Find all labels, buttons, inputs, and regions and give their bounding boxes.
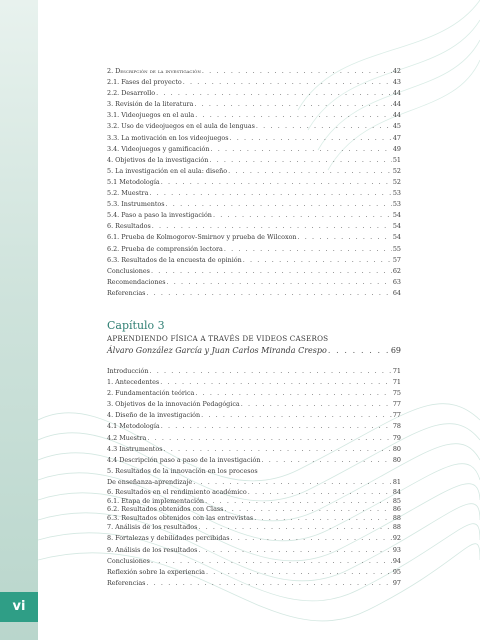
toc-entry[interactable] xyxy=(107,199,401,210)
sidebar-band xyxy=(0,0,38,640)
toc-entry-page: 92 xyxy=(392,534,401,543)
toc-entry-page: 42 xyxy=(392,67,401,75)
toc-entry[interactable] xyxy=(107,522,401,533)
toc-entry-title: 3.2. Uso de videojuegos en el aula de lenguas xyxy=(107,122,255,131)
toc-entry-page: 75 xyxy=(392,389,401,398)
toc-entry[interactable] xyxy=(107,177,401,188)
toc-entry[interactable] xyxy=(107,88,401,99)
toc-entry-title: 2. Fundamentación teórica xyxy=(107,389,195,398)
chapter-label[interactable]: Capítulo 3 xyxy=(107,318,165,332)
toc-entry-title: 4.3 Instrumentos xyxy=(107,444,163,453)
leader-dots xyxy=(151,556,392,567)
leader-dots xyxy=(211,144,392,155)
toc-entry-title: 6.2. Prueba de comprensión lectora xyxy=(107,244,223,253)
toc-entry-page: 77 xyxy=(392,400,401,409)
toc-entry-page: 88 xyxy=(392,523,401,532)
leader-dots xyxy=(194,99,392,110)
leader-dots xyxy=(213,210,392,221)
toc-entry-title: 6. Resultados xyxy=(107,222,151,231)
toc-section-chapter-3 xyxy=(107,366,401,589)
toc-entry-page: 84 xyxy=(392,488,401,496)
leader-dots xyxy=(193,477,392,488)
toc-entry[interactable] xyxy=(107,578,401,589)
toc-entry[interactable] xyxy=(107,155,401,166)
leader-dots xyxy=(152,221,392,232)
toc-entry-page: 53 xyxy=(392,200,401,209)
toc-entry-title: 3.3. La motivación en los videojuegos xyxy=(107,133,229,142)
toc-entry[interactable] xyxy=(107,444,401,455)
toc-entry-page: 54 xyxy=(392,222,401,231)
toc-section-chapter-2 xyxy=(107,66,401,299)
toc-entry-page: 51 xyxy=(392,155,401,164)
toc-entry-page: 43 xyxy=(392,78,401,87)
leader-dots xyxy=(149,188,391,199)
toc-entry[interactable] xyxy=(107,466,401,477)
table-of-contents xyxy=(107,66,401,589)
toc-entry-page: 49 xyxy=(392,144,401,153)
toc-entry-page: 54 xyxy=(392,211,401,220)
toc-entry[interactable] xyxy=(107,210,401,221)
leader-dots xyxy=(195,388,392,399)
toc-entry-page: 97 xyxy=(392,578,401,587)
toc-entry-title: De enseñanza-aprendizaje xyxy=(107,477,193,486)
toc-entry-page: 47 xyxy=(392,133,401,142)
toc-entry-page: 71 xyxy=(392,366,401,375)
toc-entry-title: 1. Antecedentes xyxy=(107,378,160,387)
leader-dots xyxy=(166,199,392,210)
toc-entry-title: Recomendaciones xyxy=(107,277,166,286)
leader-dots xyxy=(229,133,391,144)
toc-entry-title: 2.1. Fases del proyecto xyxy=(107,78,182,87)
toc-entry-page: 53 xyxy=(392,189,401,198)
toc-entry-title: 2. Descripción de la investigación xyxy=(107,67,201,75)
toc-entry-title: 3. Objetivos de la innovación Pedagógica xyxy=(107,400,240,409)
leader-dots xyxy=(206,567,392,578)
leader-dots xyxy=(161,177,392,188)
leader-dots xyxy=(151,266,392,277)
toc-entry[interactable] xyxy=(107,166,401,177)
toc-entry[interactable] xyxy=(107,410,401,421)
toc-entry-page: 45 xyxy=(392,122,401,131)
toc-entry-page: 88 xyxy=(392,513,401,522)
leader-dots xyxy=(202,66,392,77)
toc-entry-page: 78 xyxy=(392,422,401,431)
toc-entry-title: 6.2. Resultados obtenidos con Class xyxy=(107,505,224,514)
leader-dots xyxy=(328,344,390,357)
chapter-title[interactable]: APRENDIENDO FÍSICA A TRAVÉS DE VIDEOS CASEROS xyxy=(107,333,329,343)
toc-entry[interactable] xyxy=(107,66,401,77)
leader-dots xyxy=(195,110,392,121)
toc-entry-page: 94 xyxy=(392,556,401,565)
toc-entry[interactable] xyxy=(107,421,401,432)
toc-entry[interactable] xyxy=(107,366,401,377)
toc-entry-title: 6.3. Resultados de la encuesta de opinión xyxy=(107,255,242,264)
toc-entry[interactable] xyxy=(107,77,401,88)
leader-dots xyxy=(146,288,391,299)
leader-dots xyxy=(183,77,392,88)
leader-dots xyxy=(243,255,392,266)
toc-entry[interactable] xyxy=(107,232,401,243)
leader-dots xyxy=(256,121,392,132)
toc-entry-title: Conclusiones xyxy=(107,556,150,565)
toc-entry-page: 52 xyxy=(392,166,401,175)
toc-entry-page: 54 xyxy=(392,233,401,242)
leader-dots xyxy=(160,377,392,388)
toc-entry-page: 55 xyxy=(392,244,401,253)
toc-entry-title: 5.2. Muestra xyxy=(107,189,149,198)
toc-entry[interactable] xyxy=(107,497,401,506)
toc-entry-title: 3.4. Videojuegos y gamificación xyxy=(107,144,210,153)
leader-dots xyxy=(149,366,391,377)
leader-dots xyxy=(261,455,391,466)
toc-entry-title: 4. Objetivos de la investigación xyxy=(107,155,209,164)
leader-dots xyxy=(205,497,392,506)
toc-entry-title: 4.1 Metodología xyxy=(107,422,160,431)
toc-entry-title: 6. Resultados en el rendimiento académico xyxy=(107,488,247,496)
toc-entry[interactable] xyxy=(107,99,401,110)
leader-dots xyxy=(228,166,392,177)
toc-entry[interactable] xyxy=(107,556,401,567)
toc-entry[interactable] xyxy=(107,488,401,497)
toc-entry-title: 4.4 Descripción paso a paso de la investigación xyxy=(107,455,261,464)
leader-dots xyxy=(201,410,392,421)
toc-entry[interactable] xyxy=(107,255,401,266)
toc-entry-page: 64 xyxy=(392,288,401,297)
leader-dots xyxy=(231,533,392,544)
toc-entry[interactable] xyxy=(107,121,401,132)
toc-entry-title: 2.2. Desarrollo xyxy=(107,89,156,98)
toc-entry-title: Referencias xyxy=(107,578,146,587)
toc-entry-title: 4. Diseño de la investigación xyxy=(107,411,201,420)
leader-dots xyxy=(224,244,392,255)
toc-entry-title: 8. Fortalezas y debilidades percibidas xyxy=(107,534,230,543)
toc-entry-title: 3. Revisión de la literatura xyxy=(107,100,194,109)
toc-entry-page: 85 xyxy=(392,496,401,505)
toc-entry-page: 44 xyxy=(392,111,401,120)
toc-entry[interactable] xyxy=(107,221,401,232)
toc-entry-page: 86 xyxy=(392,505,401,514)
toc-entry-page: 62 xyxy=(392,266,401,275)
toc-entry-page: 52 xyxy=(392,177,401,186)
toc-entry[interactable] xyxy=(107,545,401,556)
toc-entry[interactable] xyxy=(107,244,401,255)
toc-entry[interactable] xyxy=(107,188,401,199)
chapter-authors: Álvaro González García y Juan Carlos Miranda Crespo xyxy=(107,345,327,355)
toc-entry[interactable] xyxy=(107,399,401,410)
leader-dots xyxy=(248,488,392,497)
chapter-heading xyxy=(107,319,401,357)
toc-entry[interactable] xyxy=(107,288,401,299)
chapter-page: 69 xyxy=(390,345,401,355)
toc-entry-title: 9. Análisis de los resultados xyxy=(107,545,198,554)
toc-entry[interactable] xyxy=(107,133,401,144)
toc-entry-title: 6.1. Etapa de implementación xyxy=(107,496,205,505)
leader-dots xyxy=(209,155,392,166)
leader-dots xyxy=(254,514,392,523)
toc-entry[interactable] xyxy=(107,455,401,466)
toc-entry[interactable] xyxy=(107,144,401,155)
leader-dots xyxy=(164,444,392,455)
toc-entry-page: 81 xyxy=(392,477,401,486)
leader-dots xyxy=(146,578,391,589)
leader-dots xyxy=(156,88,392,99)
toc-entry[interactable] xyxy=(107,388,401,399)
toc-entry-page: 44 xyxy=(392,100,401,109)
toc-entry-page: 80 xyxy=(392,455,401,464)
toc-entry-title: 5. La investigación en el aula: diseño xyxy=(107,166,228,175)
toc-entry-title: 5.4. Paso a paso la investigación xyxy=(107,211,212,220)
toc-entry-title: 5. Resultados de la innovación en los procesos xyxy=(107,466,258,475)
toc-entry-title: Introducción xyxy=(107,366,149,375)
toc-entry-page: 77 xyxy=(392,411,401,420)
toc-entry-page: 79 xyxy=(392,433,401,442)
toc-entry[interactable] xyxy=(107,533,401,544)
toc-entry-title: Conclusiones xyxy=(107,266,150,275)
toc-entry[interactable] xyxy=(107,110,401,121)
leader-dots xyxy=(241,399,392,410)
toc-entry-page: 44 xyxy=(392,89,401,98)
toc-entry-page: 71 xyxy=(392,378,401,387)
toc-entry-title: 6.1. Prueba de Kolmogorov-Smirnov y prueba de Wilcoxon xyxy=(107,233,297,242)
toc-entry-page: 95 xyxy=(392,567,401,576)
toc-entry[interactable] xyxy=(107,567,401,578)
toc-entry-page: 57 xyxy=(392,255,401,264)
toc-entry[interactable] xyxy=(107,477,401,488)
toc-entry[interactable] xyxy=(107,377,401,388)
leader-dots xyxy=(224,505,391,514)
toc-entry-title: 5.3. Instrumentos xyxy=(107,200,165,209)
page-number: vi xyxy=(0,592,38,622)
toc-entry-title: Referencias xyxy=(107,288,146,297)
toc-entry-title: 5.1 Metodología xyxy=(107,177,160,186)
toc-entry-title: 3.1. Videojuegos en el aula xyxy=(107,111,195,120)
toc-entry-page: 63 xyxy=(392,277,401,286)
toc-entry-title: 6.3. Resultados obtenidos con las entrevistas xyxy=(107,513,254,522)
toc-entry[interactable] xyxy=(107,514,401,523)
chapter-authors-entry[interactable] xyxy=(107,344,401,357)
toc-entry[interactable] xyxy=(107,277,401,288)
toc-entry[interactable] xyxy=(107,266,401,277)
toc-entry-page: 93 xyxy=(392,545,401,554)
leader-dots xyxy=(167,277,392,288)
leader-dots xyxy=(298,232,392,243)
leader-dots xyxy=(198,522,391,533)
leader-dots xyxy=(198,545,391,556)
toc-entry-title: 4.2 Muestra xyxy=(107,433,147,442)
toc-entry-title: Reflexión sobre la experiencia xyxy=(107,567,205,576)
toc-entry-page: 80 xyxy=(392,444,401,453)
toc-entry[interactable] xyxy=(107,505,401,514)
leader-dots xyxy=(161,421,392,432)
leader-dots xyxy=(147,433,392,444)
toc-entry-title: 7. Análisis de los resultados xyxy=(107,523,198,532)
toc-entry[interactable] xyxy=(107,433,401,444)
